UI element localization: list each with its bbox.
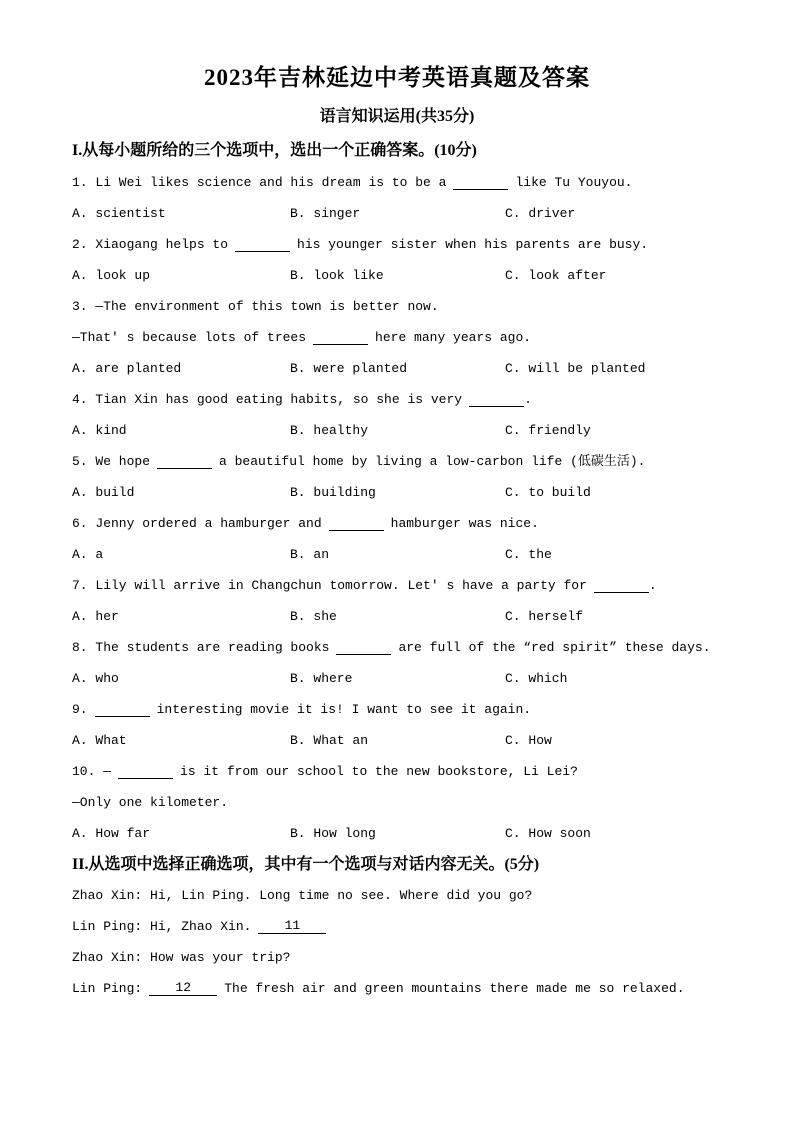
question-1-options	[72, 198, 722, 229]
question-9-options	[72, 725, 722, 756]
answer-blank	[157, 454, 212, 469]
question-text: interesting movie it is! I want to see it again.	[156, 702, 532, 717]
question-text: 7. Lily will arrive in Changchun tomorrow. Let' s have a party for	[72, 578, 587, 593]
dialog-text: Lin Ping:	[72, 981, 143, 996]
question-2-options	[72, 260, 722, 291]
option-b: B. singer	[290, 206, 361, 221]
option-a: A. who	[72, 671, 119, 686]
option-c: C. herself	[505, 609, 584, 624]
question-text: 3. —The environment of this town is better now.	[72, 299, 439, 314]
question-text: 4. Tian Xin has good eating habits, so she is very	[72, 392, 463, 407]
option-a: A. are planted	[72, 361, 182, 376]
dialog-text: The fresh air and green mountains there made me so relaxed.	[224, 981, 685, 996]
dialog-text: Zhao Xin: Hi, Lin Ping. Long time no see. Where did you go?	[72, 888, 533, 903]
answer-blank	[329, 516, 384, 531]
option-c: C. which	[505, 671, 568, 686]
section1-heading: I.从每小题所给的三个选项中，选出一个正确答案。(10分)	[72, 142, 477, 159]
question-6-options	[72, 539, 722, 570]
option-b: B. healthy	[290, 423, 369, 438]
question-text: is it from our school to the new bookstore, Li Lei?	[180, 764, 578, 779]
dialog-line-3	[72, 942, 722, 973]
question-text: —Only one kilometer.	[72, 795, 229, 810]
option-a: A. How far	[72, 826, 151, 841]
question-text: 1. Li Wei likes science and his dream is to be a	[72, 175, 447, 190]
question-text: hamburger was nice.	[390, 516, 539, 531]
option-c: C. the	[505, 547, 552, 562]
question-7-stem	[72, 570, 722, 601]
question-3-stem-line2	[72, 322, 722, 353]
dialog-text: Lin Ping: Hi, Zhao Xin.	[72, 919, 252, 934]
option-b: B. were planted	[290, 361, 408, 376]
option-b: B. What an	[290, 733, 369, 748]
option-b: B. where	[290, 671, 353, 686]
answer-blank	[95, 702, 150, 717]
question-text: 10. —	[72, 764, 112, 779]
option-b: B. How long	[290, 826, 376, 841]
question-text: .	[524, 392, 532, 407]
answer-blank	[469, 392, 524, 407]
option-c: C. friendly	[505, 423, 591, 438]
option-a: A. her	[72, 609, 119, 624]
question-text: a beautiful home by living a low-carbon life (低碳生活).	[219, 454, 646, 469]
question-text: his younger sister when his parents are busy.	[297, 237, 649, 252]
question-text: .	[648, 578, 657, 593]
option-c: C. will be planted	[505, 361, 646, 376]
option-a: A. What	[72, 733, 127, 748]
answer-blank	[594, 578, 649, 593]
option-c: C. How	[505, 733, 552, 748]
question-4-options	[72, 415, 722, 446]
question-text: like Tu Youyou.	[515, 175, 633, 190]
question-text: —That' s because lots of trees	[72, 330, 307, 345]
answer-blank	[453, 175, 508, 190]
option-b: B. an	[290, 547, 330, 562]
question-9-stem	[72, 694, 722, 725]
question-text: 8. The students are reading books	[72, 640, 330, 655]
answer-blank	[313, 330, 368, 345]
exam-body	[72, 167, 722, 1004]
answer-blank	[336, 640, 391, 655]
answer-blank	[235, 237, 290, 252]
numbered-answer-blank-12: 12	[149, 980, 217, 996]
option-b: B. building	[290, 485, 376, 500]
dialog-line-2	[72, 911, 722, 942]
question-text: 5. We hope	[72, 454, 151, 469]
question-5-options	[72, 477, 722, 508]
page-title: 2023年吉林延边中考英语真题及答案	[204, 65, 590, 90]
question-6-stem	[72, 508, 722, 539]
option-a: A. kind	[72, 423, 127, 438]
question-text: 6. Jenny ordered a hamburger and	[72, 516, 322, 531]
question-4-stem	[72, 384, 722, 415]
question-8-stem	[72, 632, 722, 663]
question-7-options	[72, 601, 722, 632]
question-10-options	[72, 818, 722, 849]
question-3-options	[72, 353, 722, 384]
option-c: C. How soon	[505, 826, 591, 841]
numbered-answer-blank-11: 11	[258, 918, 326, 934]
question-10-stem-line1	[72, 756, 722, 787]
dialog-line-1	[72, 880, 722, 911]
question-3-stem-line1	[72, 291, 722, 322]
question-5-stem	[72, 446, 722, 477]
option-c: C. to build	[505, 485, 591, 500]
option-c: C. driver	[505, 206, 576, 221]
question-text: 9.	[72, 702, 88, 717]
option-a: A. build	[72, 485, 135, 500]
option-a: A. scientist	[72, 206, 166, 221]
page-subtitle: 语言知识运用(共35分)	[319, 108, 475, 125]
question-text: here many years ago.	[375, 330, 532, 345]
option-a: A. a	[72, 547, 104, 562]
question-text: are full of the “red spirit” these days.	[398, 640, 711, 655]
question-2-stem	[72, 229, 722, 260]
dialog-line-4	[72, 973, 722, 1004]
answer-blank	[118, 764, 173, 779]
option-b: B. look like	[290, 268, 384, 283]
section-heading-text: II.从选项中选择正确选项，其中有一个选项与对话内容无关。(5分)	[72, 856, 540, 873]
option-a: A. look up	[72, 268, 151, 283]
question-1-stem	[72, 167, 722, 198]
question-8-options	[72, 663, 722, 694]
dialog-text: Zhao Xin: How was your trip?	[72, 950, 291, 965]
question-text: 2. Xiaogang helps to	[72, 237, 229, 252]
section2-heading	[72, 849, 722, 880]
question-10-stem-line2	[72, 787, 722, 818]
option-c: C. look after	[505, 268, 607, 283]
option-b: B. she	[290, 609, 337, 624]
